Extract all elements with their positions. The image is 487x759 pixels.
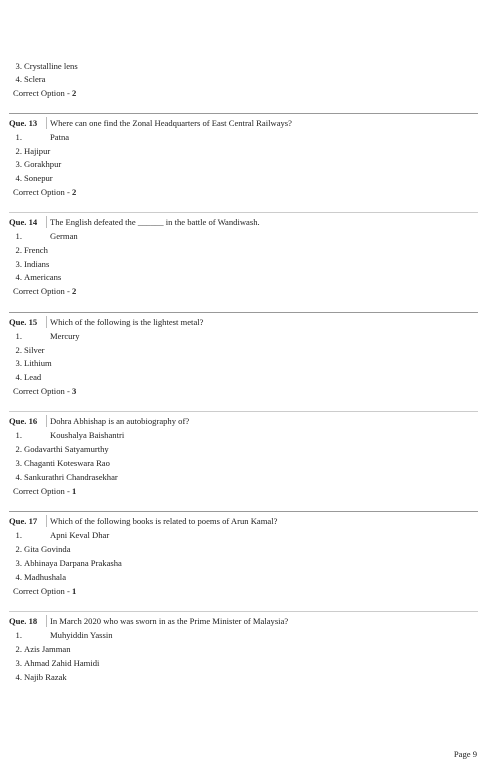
- option-number: 3.: [15, 259, 22, 269]
- question-label: Que. 13: [9, 118, 38, 128]
- question-text: Which of the following books is related to poems of Arun Kamal?: [50, 516, 278, 526]
- option-text: Ahmad Zahid Hamidi: [24, 658, 100, 668]
- correct-option-value: 1: [71, 486, 77, 496]
- question-label: Que. 15: [9, 317, 38, 327]
- option-number: 4.: [15, 272, 22, 282]
- option-text: Crystalline lens: [24, 61, 78, 71]
- question-divider: [9, 411, 478, 412]
- option-number: 3.: [15, 458, 22, 468]
- question-label: Que. 17: [9, 516, 38, 526]
- correct-option: [13, 586, 76, 597]
- option-number: 2.: [15, 544, 22, 554]
- option-text: German: [50, 231, 78, 241]
- question-divider: [9, 312, 478, 313]
- question-label: Que. 14: [9, 217, 38, 227]
- option-number: 2.: [15, 146, 22, 156]
- label-separator: [46, 415, 47, 427]
- question-text: Dohra Abhishap is an autobiography of?: [50, 416, 190, 426]
- option-text: Sclera: [24, 74, 46, 84]
- correct-option-label: Correct Option -: [13, 386, 72, 396]
- option-number: 1.: [15, 530, 22, 540]
- label-separator: [46, 117, 47, 129]
- option-text: Azis Jamman: [24, 644, 71, 654]
- option-text: Chaganti Koteswara Rao: [24, 458, 110, 468]
- option-number: 3.: [15, 358, 22, 368]
- option-text: Gita Govinda: [24, 544, 71, 554]
- question-divider: [9, 611, 478, 612]
- correct-option: [13, 187, 76, 198]
- correct-option-value: 2: [71, 88, 77, 98]
- label-separator: [46, 216, 47, 228]
- option-number: 4.: [15, 672, 22, 682]
- option-number: 4.: [15, 372, 22, 382]
- option-text: Mercury: [50, 331, 80, 341]
- correct-option-value: 2: [71, 286, 77, 296]
- option-number: 3.: [15, 61, 22, 71]
- option-number: 2.: [15, 644, 22, 654]
- option-text: Koushalya Baishantri: [50, 430, 125, 440]
- question-label: Que. 16: [9, 416, 38, 426]
- correct-option: [13, 486, 76, 497]
- question-text: Which of the following is the lightest metal?: [50, 317, 204, 327]
- option-number: 1.: [15, 430, 22, 440]
- option-text: Americans: [24, 272, 62, 282]
- option-number: 1.: [15, 630, 22, 640]
- label-separator: [46, 515, 47, 527]
- option-text: Apni Keval Dhar: [50, 530, 110, 540]
- correct-option: [13, 88, 76, 99]
- question-text: The English defeated the ______ in the battle of Wandiwash.: [50, 217, 260, 227]
- option-text: French: [24, 245, 48, 255]
- option-number: 3.: [15, 558, 22, 568]
- option-number: 4.: [15, 173, 22, 183]
- option-text: Silver: [24, 345, 45, 355]
- question-divider: [9, 113, 478, 114]
- option-number: 2.: [15, 245, 22, 255]
- label-separator: [46, 316, 47, 328]
- option-text: Gorakhpur: [24, 159, 62, 169]
- option-text: Patna: [50, 132, 70, 142]
- correct-option-label: Correct Option -: [13, 187, 72, 197]
- option-number: 2.: [15, 345, 22, 355]
- option-text: Lithium: [24, 358, 52, 368]
- question-text: In March 2020 who was sworn in as the Prime Minister of Malaysia?: [50, 616, 289, 626]
- option-number: 3.: [15, 658, 22, 668]
- option-text: Sonepur: [24, 173, 53, 183]
- label-separator: [46, 615, 47, 627]
- page-number: Page 9: [453, 749, 477, 759]
- option-text: Najib Razak: [24, 672, 67, 682]
- option-text: Indians: [24, 259, 50, 269]
- option-number: 1.: [15, 331, 22, 341]
- option-number: 4.: [15, 472, 22, 482]
- correct-option-label: Correct Option -: [13, 286, 72, 296]
- option-text: Abhinaya Darpana Prakasha: [24, 558, 122, 568]
- option-text: Lead: [24, 372, 42, 382]
- correct-option-label: Correct Option -: [13, 88, 72, 98]
- option-text: Hajipur: [24, 146, 51, 156]
- option-text: Muhyiddin Yassin: [50, 630, 113, 640]
- question-label: Que. 18: [9, 616, 38, 626]
- option-text: Sankurathri Chandrasekhar: [24, 472, 118, 482]
- option-number: 1.: [15, 132, 22, 142]
- option-text: Madhushala: [24, 572, 67, 582]
- correct-option-value: 1: [71, 586, 77, 596]
- correct-option: [13, 386, 76, 397]
- question-text: Where can one find the Zonal Headquarters of East Central Railways?: [50, 118, 292, 128]
- correct-option-label: Correct Option -: [13, 586, 72, 596]
- option-number: 2.: [15, 444, 22, 454]
- correct-option-value: 3: [71, 386, 77, 396]
- option-number: 3.: [15, 159, 22, 169]
- option-text: Godavarthi Satyamurthy: [24, 444, 109, 454]
- correct-option: [13, 286, 76, 297]
- question-divider: [9, 511, 478, 512]
- correct-option-value: 2: [71, 187, 77, 197]
- option-number: 4.: [15, 572, 22, 582]
- question-divider: [9, 212, 478, 213]
- option-number: 4.: [15, 74, 22, 84]
- correct-option-label: Correct Option -: [13, 486, 72, 496]
- option-number: 1.: [15, 231, 22, 241]
